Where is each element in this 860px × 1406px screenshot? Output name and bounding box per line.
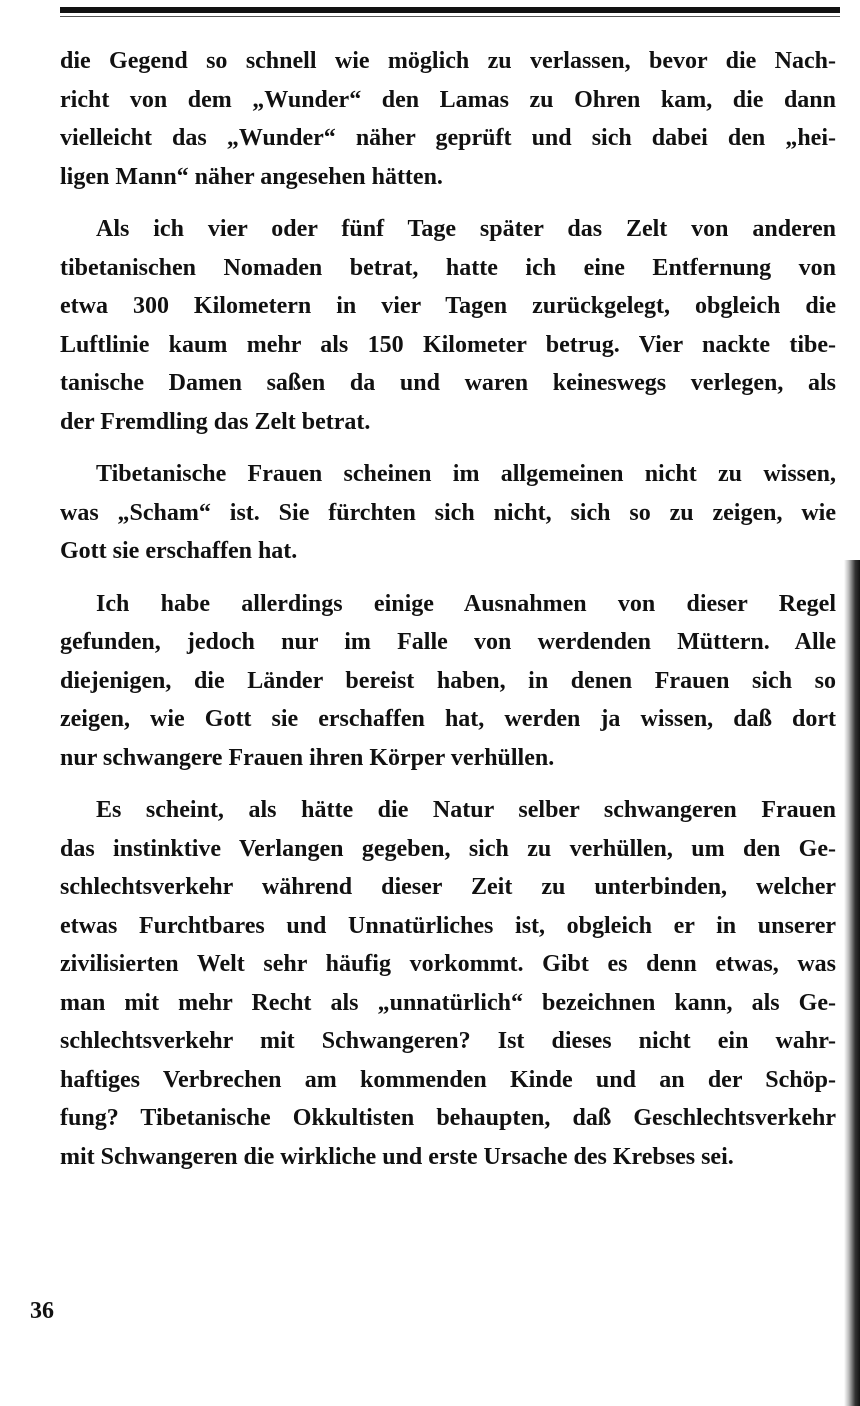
paragraph — [60, 791, 836, 1176]
text-line: etwas Furchtbares und Unnatürliches ist, obgleich er in unserer — [60, 912, 836, 939]
paragraph — [60, 455, 836, 571]
text-line: fung? Tibetanische Okkultisten behaupten, daß Geschlechtsverkehr — [60, 1105, 836, 1131]
text-line: vielleicht das „Wunder“ näher geprüft und sich dabei den „hei- — [60, 125, 836, 151]
text-line: Tibetanische Frauen scheinen im allgemeinen nicht zu wissen, — [96, 461, 836, 487]
text-line: Gott sie erschaffen hat. — [60, 538, 298, 564]
text-line: das instinktive Verlangen gegeben, sich zu verhüllen, um den Ge- — [60, 835, 836, 862]
paragraph — [60, 210, 836, 441]
text-line: der Fremdling das Zelt betrat. — [60, 408, 371, 435]
text-line: die Gegend so schnell wie möglich zu verlassen, bevor die Nach- — [60, 48, 836, 74]
text-line: ligen Mann“ näher angesehen hätten. — [60, 163, 443, 190]
text-line: schlechtsverkehr mit Schwangeren? Ist dieses nicht ein wahr- — [60, 1028, 836, 1054]
header-rule — [60, 7, 840, 13]
scan-edge-shadow — [844, 560, 860, 1406]
text-line: nur schwangere Frauen ihren Körper verhüllen. — [60, 744, 555, 771]
text-line: zivilisierten Welt sehr häufig vorkommt. Gibt es denn etwas, was — [60, 951, 836, 977]
text-line: tibetanischen Nomaden betrat, hatte ich eine Entfernung von — [60, 254, 836, 281]
page-number: 36 — [30, 1298, 54, 1324]
text-line: gefunden, jedoch nur im Falle von werdenden Müttern. Alle — [60, 629, 836, 655]
header-rule-thin — [60, 16, 840, 17]
paragraph — [60, 585, 836, 778]
paragraph — [60, 42, 836, 196]
text-line: Luftlinie kaum mehr als 150 Kilometer betrug. Vier nackte tibe- — [60, 331, 836, 358]
text-line: haftiges Verbrechen am kommenden Kinde und an der Schöp- — [60, 1066, 836, 1093]
body-text — [60, 42, 836, 1190]
text-line: Als ich vier oder fünf Tage später das Zelt von anderen — [96, 216, 836, 242]
text-line: etwa 300 Kilometern in vier Tagen zurückgelegt, obgleich die — [60, 293, 836, 319]
text-line: tanische Damen saßen da und waren keineswegs verlegen, als — [60, 370, 836, 396]
text-line: was „Scham“ ist. Sie fürchten sich nicht, sich so zu zeigen, wie — [60, 499, 836, 526]
text-line: Es scheint, als hätte die Natur selber schwangeren Frauen — [96, 797, 836, 823]
text-line: richt von dem „Wunder“ den Lamas zu Ohren kam, die dann — [60, 86, 836, 113]
text-line: mit Schwangeren die wirkliche und erste Ursache des Krebses sei. — [60, 1143, 734, 1170]
text-line: Ich habe allerdings einige Ausnahmen von dieser Regel — [96, 590, 836, 617]
text-line: zeigen, wie Gott sie erschaffen hat, werden ja wissen, daß dort — [60, 706, 836, 732]
text-line: schlechtsverkehr während dieser Zeit zu unterbinden, welcher — [60, 874, 836, 900]
text-line: diejenigen, die Länder bereist haben, in denen Frauen sich so — [60, 667, 836, 694]
text-line: man mit mehr Recht als „unnatürlich“ bezeichnen kann, als Ge- — [60, 989, 836, 1016]
